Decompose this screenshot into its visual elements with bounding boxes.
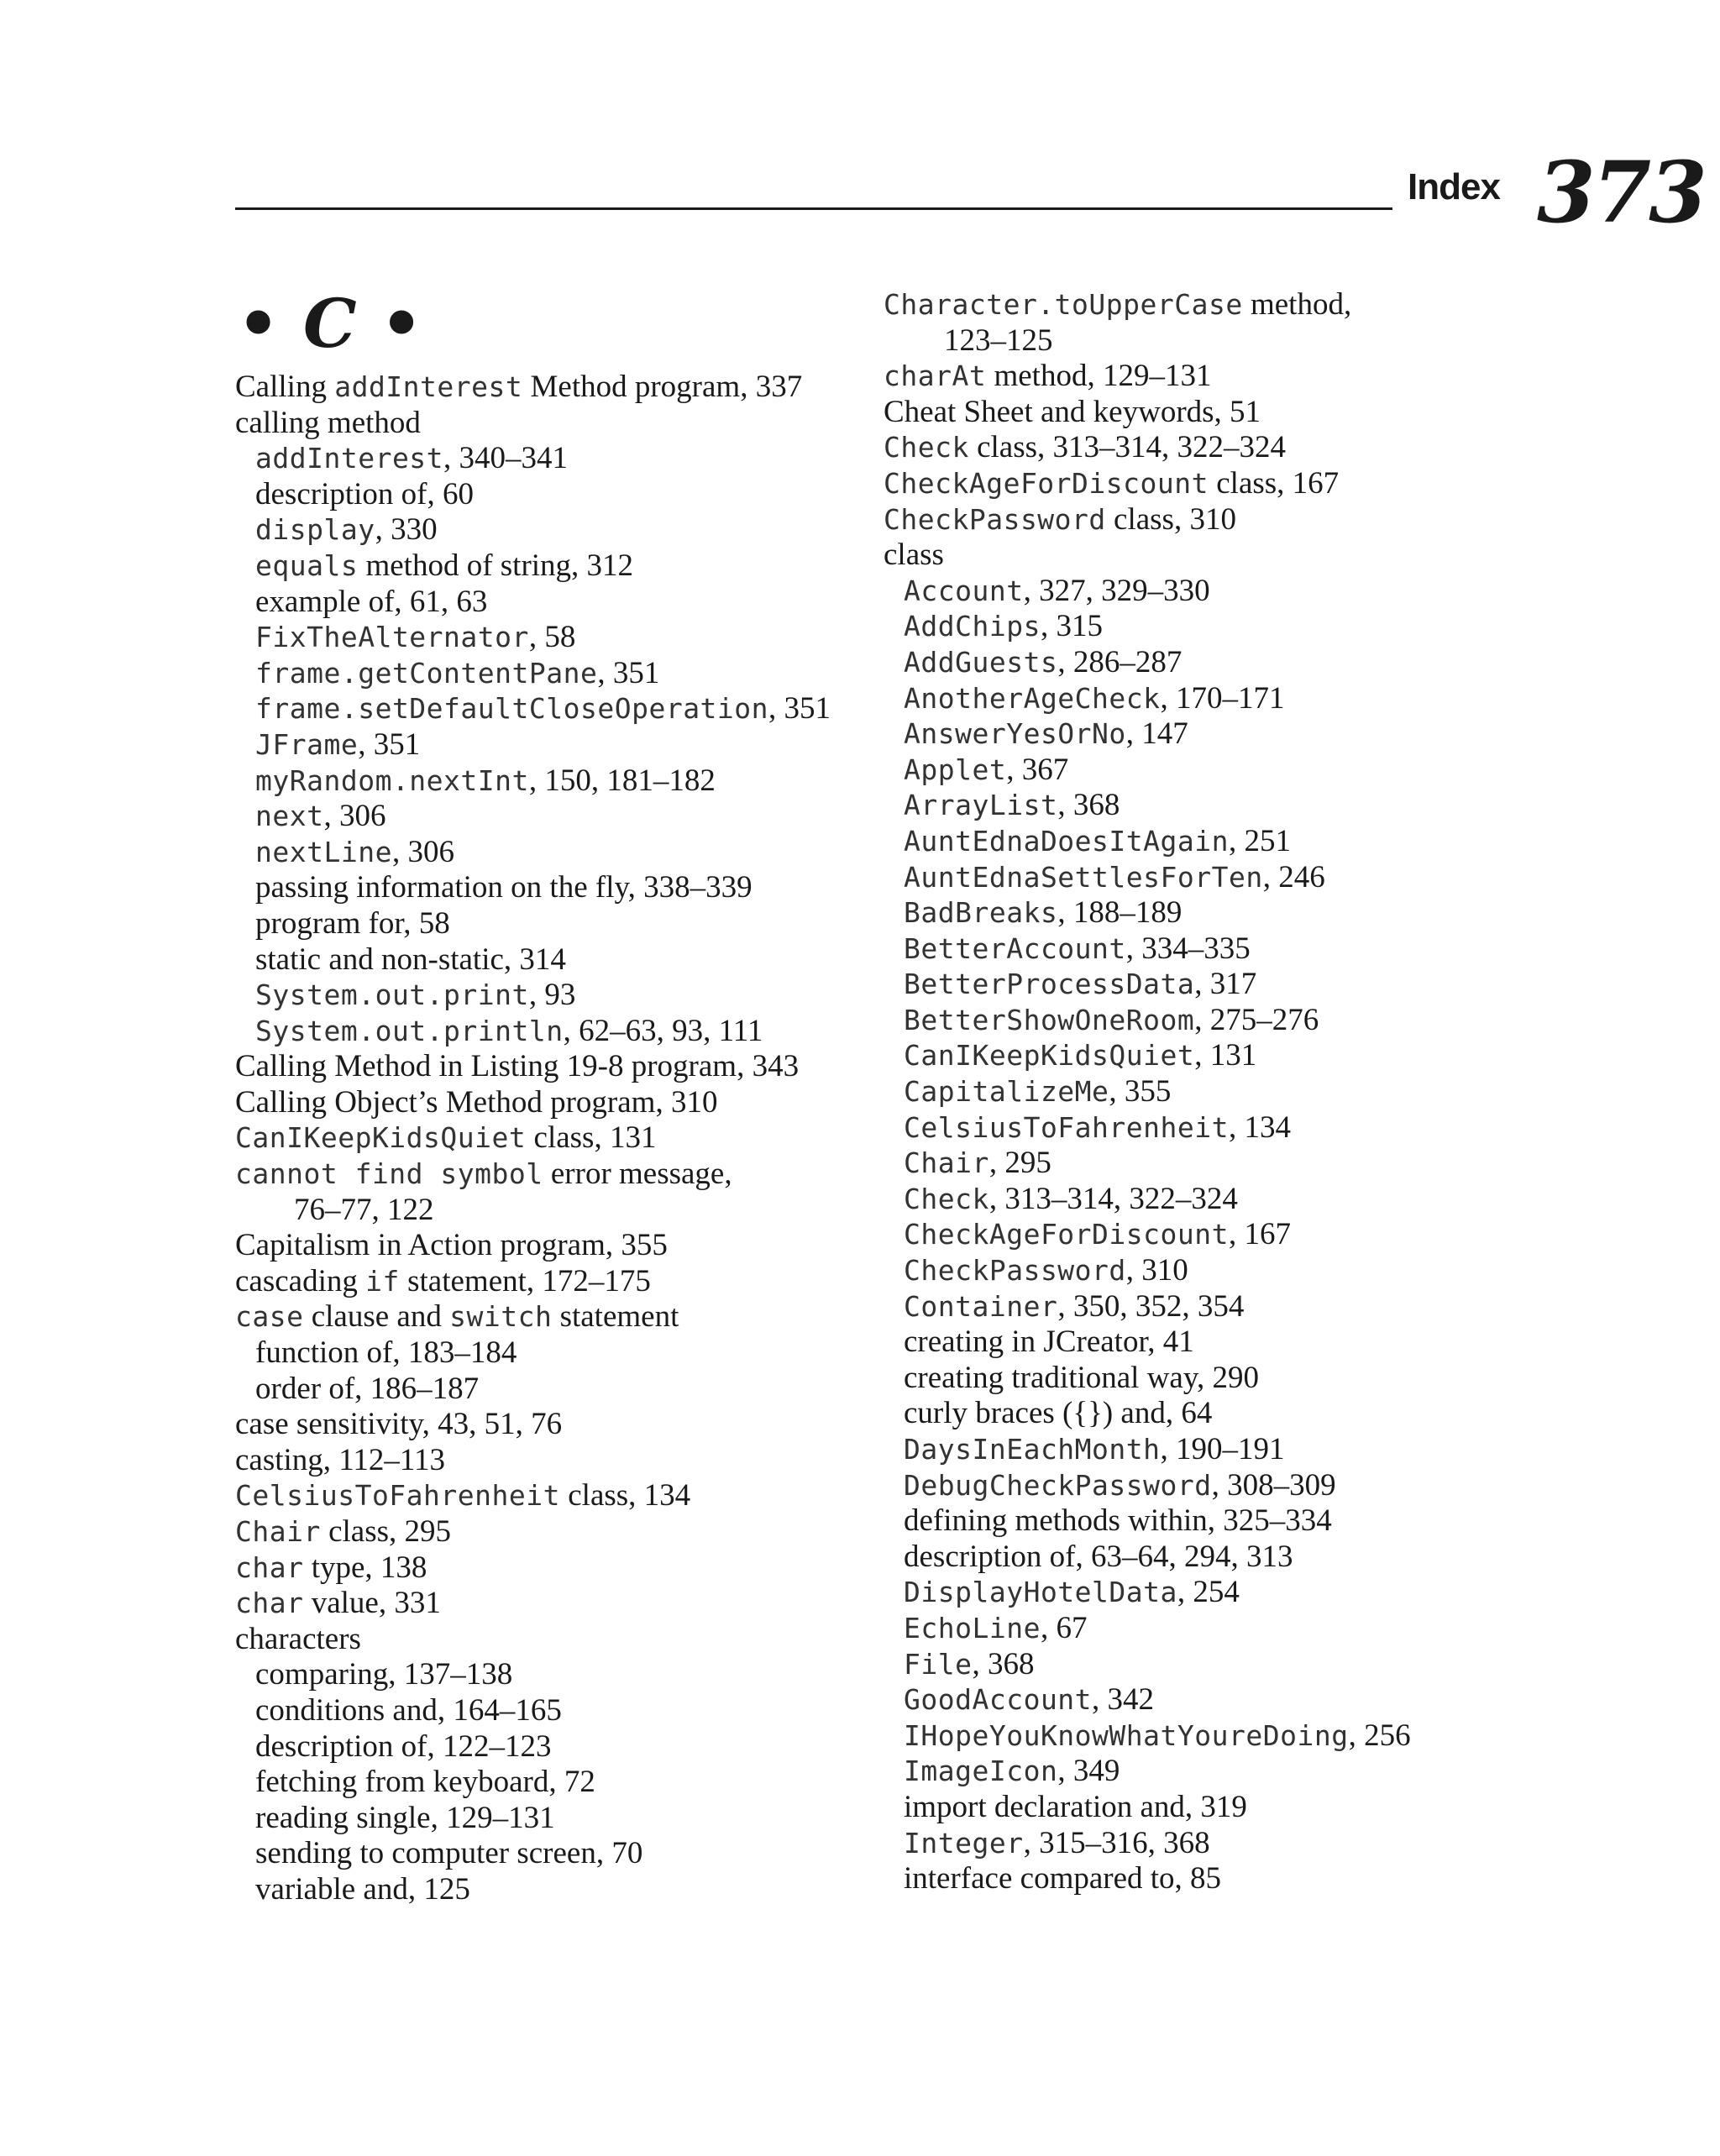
code-term: frame.setDefaultCloseOperation [255,692,769,726]
index-subentry [235,1372,873,1408]
entry-text: class, 134 [560,1478,691,1513]
index-entry [884,395,1522,431]
entry-text: , 246 [1262,859,1325,894]
entry-text: , 368 [972,1646,1035,1681]
index-subentry [884,681,1522,717]
code-term: addInterest [255,442,444,475]
entry-text: , 131 [1194,1038,1257,1073]
index-subentry [884,931,1522,968]
code-term: AuntEdnaSettlesForTen [904,860,1263,894]
entry-text: , 147 [1125,716,1188,752]
entry-text: , 295 [988,1146,1051,1181]
entry-text: , 351 [768,691,831,727]
index-subentry [235,799,873,835]
index-entry [235,370,873,406]
index-subentry [235,620,873,656]
index-subentry [235,727,873,763]
code-term: case [235,1300,304,1334]
index-subentry [235,656,873,692]
index-subentry [235,585,873,621]
index-subentry [884,1790,1522,1826]
entry-text: , 170–171 [1160,680,1285,716]
entry-text: method of string, 312 [358,548,634,583]
entry-text: , 355 [1109,1074,1172,1109]
index-subentry [884,1217,1522,1253]
index-subentry [884,1432,1522,1468]
code-term: Character.toUpperCase [884,288,1243,321]
index-subentry [235,1836,873,1872]
entry-text: order of, 186–187 [255,1371,480,1406]
entry-text: statement, 172–175 [399,1263,651,1298]
entry-text: cascading [235,1263,366,1298]
entry-text: , 67 [1040,1610,1088,1645]
code-term: char [235,1587,304,1620]
entry-text: , 351 [358,727,421,762]
index-subentry [235,1014,873,1050]
entry-text: error message, [543,1157,732,1192]
index-subentry [884,1861,1522,1897]
code-term: GoodAccount [904,1683,1093,1717]
running-header: Index [1408,166,1500,207]
entry-text: , 313–314, 322–324 [988,1181,1238,1216]
code-term: System.out.print [255,978,529,1012]
index-subentry [884,895,1522,931]
index-subentry [235,835,873,871]
entry-text: Calling Object’s Method program, 310 [235,1084,718,1120]
entry-text: , 275–276 [1194,1002,1319,1037]
index-subentry [884,860,1522,896]
code-term: if [365,1264,400,1298]
code-term: CanIKeepKidsQuiet [904,1039,1195,1073]
entry-text: method, [1242,287,1352,322]
code-term: CelsiusToFahrenheit [904,1110,1229,1144]
entry-text: interface compared to, 85 [904,1861,1222,1896]
index-subentry [884,1647,1522,1683]
code-term: CheckPassword [884,502,1106,536]
entry-text: , 315 [1040,609,1103,644]
entry-text: , 188–189 [1057,895,1182,931]
code-term: Integer [904,1826,1024,1860]
index-subentry [235,870,873,906]
index-subentry [884,1682,1522,1718]
entry-text: example of, 61, 63 [255,584,488,619]
entry-text: characters [235,1621,361,1656]
code-term: addInterest [334,370,523,403]
index-subentry [884,1468,1522,1504]
entry-text: description of, 60 [255,476,474,511]
entry-text: , 327, 329–330 [1023,573,1210,608]
code-term: CheckAgeForDiscount [884,466,1209,500]
section-letter-heading: • C • [237,284,423,363]
index-subentry [884,788,1522,824]
entry-text: defining methods within, 325–334 [904,1503,1332,1539]
code-term: DaysInEachMonth [904,1433,1161,1466]
index-subentry [884,645,1522,681]
entry-text: , 315–316, 368 [1023,1825,1210,1860]
code-term: myRandom.nextInt [255,763,529,797]
entry-text: 76–77, 122 [294,1192,434,1227]
index-subentry [235,548,873,585]
entry-text: , 93 [528,978,576,1013]
entry-text: description of, 122–123 [255,1728,552,1764]
page-number: 373 [1537,143,1705,242]
code-term: Chair [904,1146,989,1180]
entry-text: calling method [235,405,421,440]
entry-text: Calling [235,370,335,404]
entry-text: , 306 [323,799,386,834]
entry-text: , 256 [1348,1718,1411,1753]
entry-text: , 342 [1092,1682,1155,1718]
index-subentry [235,906,873,942]
code-term: Account [904,574,1024,607]
code-term: cannot find symbol [235,1157,543,1191]
index-entry [235,1228,873,1264]
index-subentry [235,1729,873,1765]
index-subentry [235,1872,873,1908]
index-entry [884,466,1522,502]
index-entry [235,1443,873,1479]
entry-text: value, 331 [303,1586,441,1621]
entry-text: creating in JCreator, 41 [904,1325,1194,1360]
entry-text: , 306 [391,834,454,869]
index-subentry [884,1253,1522,1289]
index-subentry [884,1003,1522,1039]
index-entry [235,1478,873,1514]
code-term: System.out.println [255,1014,564,1047]
entry-text: curly braces ({}) and, 64 [904,1396,1213,1431]
entry-text: program for, 58 [255,905,450,941]
entry-text: method, 129–131 [986,359,1212,394]
index-entry [235,1157,873,1193]
index-subentry [884,1038,1522,1074]
entry-text: , 251 [1229,823,1291,858]
index-subentry [235,691,873,727]
code-term: charAt [884,359,987,393]
index-subentry [235,441,873,477]
header-rule [235,207,1392,210]
index-column-left [235,370,873,1908]
index-subentry [884,716,1522,753]
index-subentry [884,1325,1522,1361]
index-subentry [884,967,1522,1003]
code-term: AnswerYesOrNo [904,717,1126,751]
code-term: Chair [235,1515,321,1548]
index-subentry [884,1503,1522,1540]
entry-text: reading single, 129–131 [255,1800,555,1835]
index-entry-continuation [884,323,1522,359]
index-entry [884,359,1522,395]
index-subentry [235,942,873,978]
code-term: DebugCheckPassword [904,1468,1212,1502]
code-term: BadBreaks [904,896,1058,930]
entry-text: , 167 [1229,1217,1291,1252]
entry-text: , 134 [1229,1109,1291,1145]
index-entry [235,1264,873,1300]
entry-text: class, 167 [1209,465,1340,501]
index-subentry [884,1540,1522,1576]
entry-text: description of, 63–64, 294, 313 [904,1539,1293,1574]
entry-text: 123–125 [944,323,1053,358]
index-subentry [884,1826,1522,1862]
code-term: Check [904,1182,989,1215]
code-term: display [255,513,375,547]
index-column-right [884,287,1522,1897]
entry-text: , 367 [1006,752,1069,787]
code-term: CheckAgeForDiscount [904,1218,1229,1251]
entry-text: class [884,538,944,573]
index-subentry [235,1657,873,1693]
index-entry [235,1622,873,1658]
entry-text: , 308–309 [1211,1467,1336,1503]
entry-text: comparing, 137–138 [255,1657,513,1692]
entry-text: , 350, 352, 354 [1057,1288,1245,1324]
index-entry [235,1299,873,1335]
entry-text: passing information on the fly, 338–339 [255,870,752,905]
entry-text: , 317 [1194,967,1257,1002]
entry-text: , 58 [528,620,576,655]
entry-text: fetching from keyboard, 72 [255,1765,595,1800]
code-term: DisplayHotelData [904,1576,1177,1609]
index-subentry [235,1765,873,1801]
entry-text: , 310 [1125,1253,1188,1288]
entry-text: , 330 [375,512,438,548]
entry-text: Calling Method in Listing 19-8 program, 343 [235,1049,800,1084]
code-term: Container [904,1289,1058,1323]
index-entry [884,430,1522,466]
index-subentry [235,1801,873,1837]
entry-text: , 150, 181–182 [528,763,716,798]
code-term: AuntEdnaDoesItAgain [904,824,1229,858]
entry-text: variable and, 125 [255,1871,470,1907]
entry-text: , 368 [1057,788,1120,823]
index-subentry [884,753,1522,789]
index-subentry [884,1289,1522,1325]
index-subentry [884,824,1522,860]
entry-text: sending to computer screen, 70 [255,1836,643,1871]
entry-text: class, 295 [320,1514,452,1549]
entry-text: creating traditional way, 290 [904,1360,1259,1395]
entry-text: class, 310 [1105,501,1236,537]
entry-text: conditions and, 164–165 [255,1692,562,1728]
code-term: CapitalizeMe [904,1075,1109,1109]
code-term: BetterAccount [904,931,1126,965]
code-term: switch [449,1300,553,1334]
index-subentry [235,477,873,513]
entry-text: Method program, 337 [522,370,803,404]
index-subentry [884,1110,1522,1146]
entry-text: case sensitivity, 43, 51, 76 [235,1407,563,1442]
index-entry [235,1049,873,1085]
code-term: frame.getContentPane [255,656,598,690]
code-term: char [235,1550,304,1584]
entry-text: , 190–191 [1160,1432,1285,1466]
code-term: AnotherAgeCheck [904,681,1161,715]
entry-text: Capitalism in Action program, 355 [235,1228,668,1263]
code-term: AddChips [904,610,1041,643]
index-subentry [884,1575,1522,1611]
code-term: BetterProcessData [904,968,1195,1001]
index-entry [235,1550,873,1587]
entry-text: static and non-static, 314 [255,942,566,977]
index-subentry [884,574,1522,610]
index-subentry [235,763,873,800]
index-entry [235,1407,873,1443]
entry-text: statement [552,1299,679,1335]
index-subentry [235,1335,873,1372]
entry-text: type, 138 [303,1550,427,1585]
index-subentry [235,978,873,1014]
code-term: File [904,1647,973,1681]
entry-text: class, 313–314, 322–324 [968,430,1287,465]
index-subentry [884,609,1522,645]
entry-text: function of, 183–184 [255,1335,517,1371]
code-term: AddGuests [904,645,1058,679]
index-entry [235,1085,873,1121]
index-entry [884,538,1522,574]
index-subentry [884,1361,1522,1397]
code-term: next [255,800,324,833]
code-term: BetterShowOneRoom [904,1003,1195,1036]
entry-text: class, 131 [526,1120,657,1156]
entry-text: , 334–335 [1125,931,1251,966]
index-subentry [884,1754,1522,1790]
entry-text: clause and [303,1299,450,1335]
entry-text: , 286–287 [1057,644,1182,679]
code-term: equals [255,548,359,582]
code-term: ArrayList [904,789,1058,822]
index-subentry [884,1611,1522,1647]
index-subentry [884,1182,1522,1218]
entry-text: , 254 [1177,1575,1240,1610]
index-entry-continuation [235,1193,873,1229]
code-term: Check [884,431,969,464]
index-entry [235,1120,873,1157]
code-term: CelsiusToFahrenheit [235,1479,560,1513]
entry-text: , 340–341 [443,441,569,476]
index-subentry [884,1074,1522,1110]
code-term: EchoLine [904,1611,1041,1645]
index-entry [235,406,873,442]
code-term: nextLine [255,835,392,868]
index-entry [884,502,1522,538]
code-term: FixTheAlternator [255,621,529,654]
code-term: Applet [904,753,1007,786]
index-subentry [884,1146,1522,1182]
code-term: CanIKeepKidsQuiet [235,1121,527,1155]
entry-text: , 62–63, 93, 111 [563,1013,763,1048]
code-term: JFrame [255,727,359,761]
entry-text: Cheat Sheet and keywords, 51 [884,394,1261,429]
index-entry [884,287,1522,323]
code-term: CheckPassword [904,1254,1126,1288]
index-subentry [235,512,873,548]
code-term: IHopeYouKnowWhatYoureDoing [904,1718,1349,1752]
index-entry [235,1514,873,1550]
entry-text: , 349 [1057,1754,1120,1789]
index-subentry [884,1718,1522,1755]
index-entry [235,1586,873,1622]
index-subentry [884,1396,1522,1432]
entry-text: import declaration and, 319 [904,1789,1247,1824]
entry-text: casting, 112–113 [235,1442,446,1477]
index-subentry [235,1693,873,1729]
entry-text: , 351 [597,655,660,690]
code-term: ImageIcon [904,1755,1058,1788]
